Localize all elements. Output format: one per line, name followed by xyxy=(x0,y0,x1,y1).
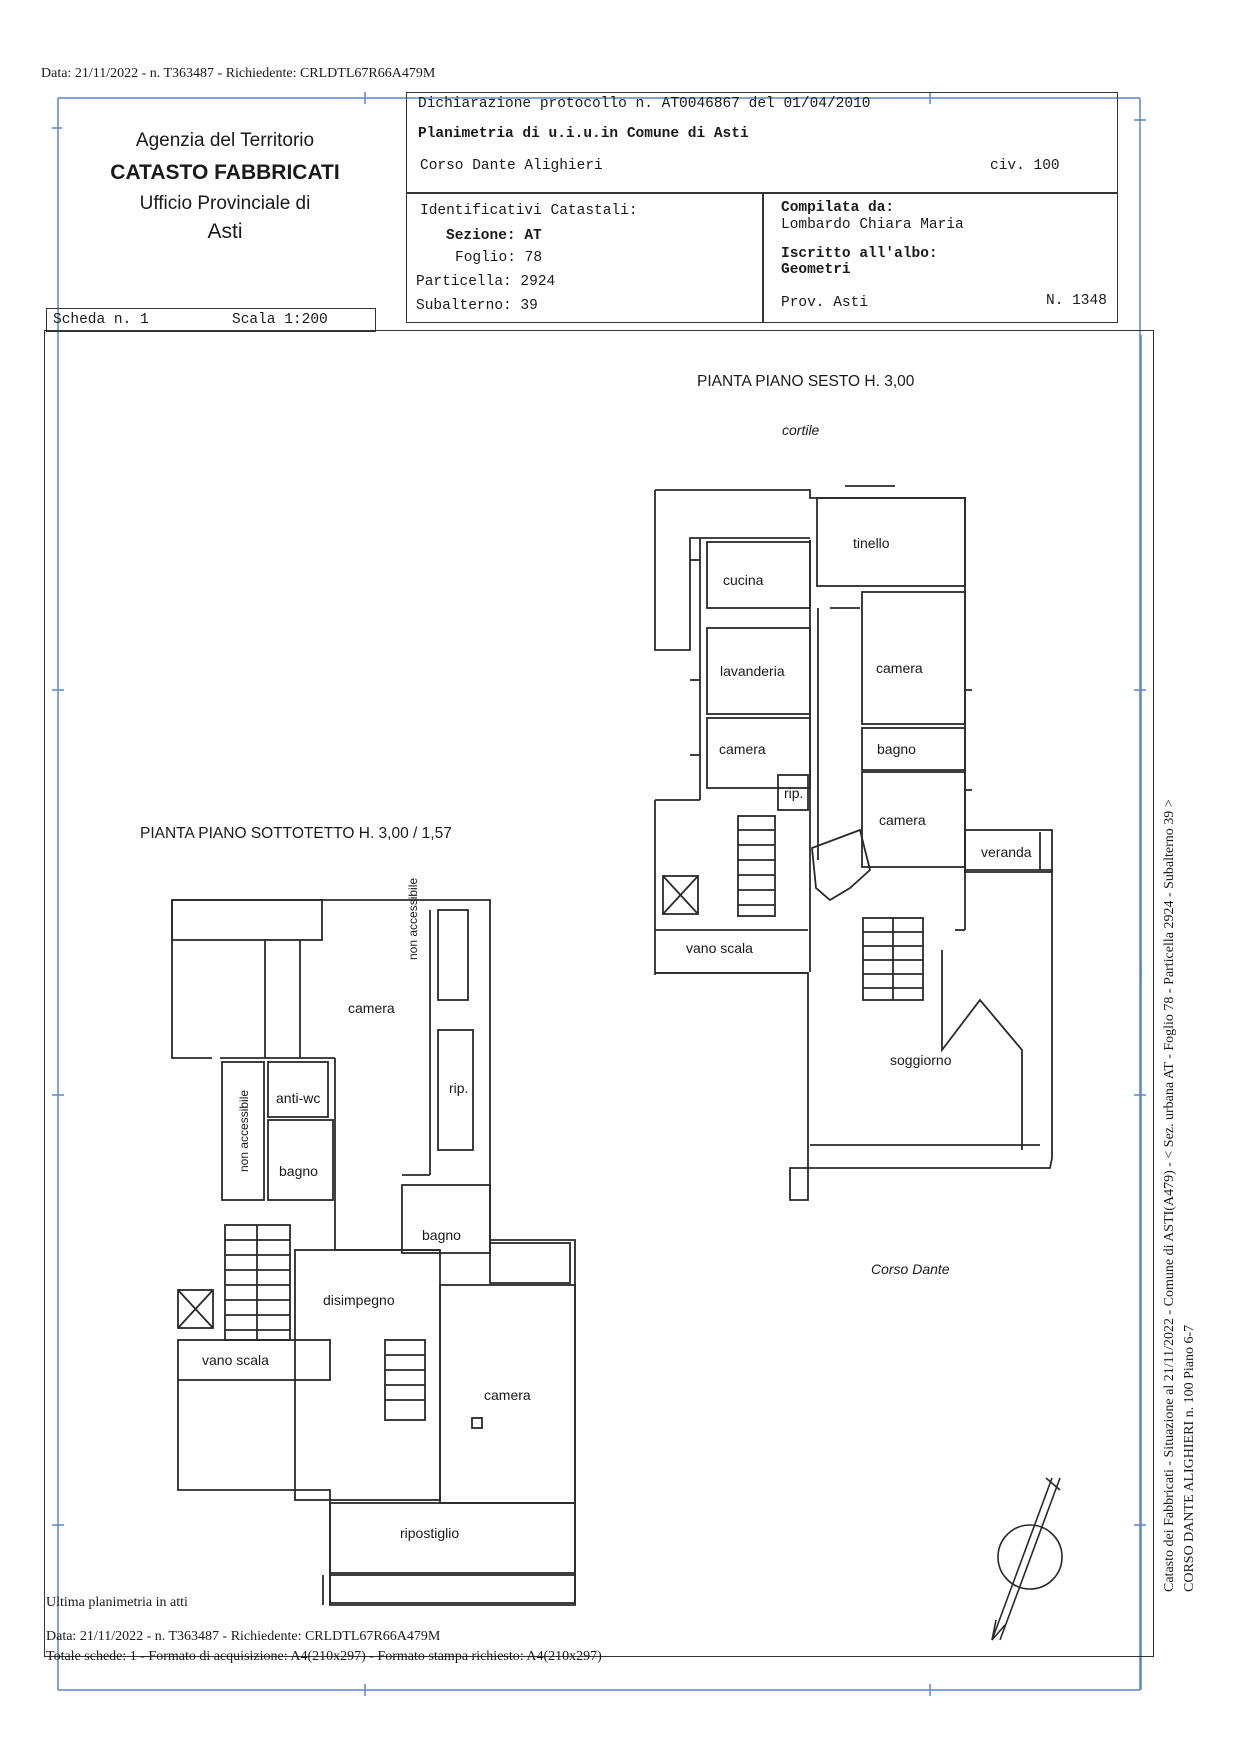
room-sottotetto-camera-1: camera xyxy=(348,1000,395,1016)
room-bagno: bagno xyxy=(877,741,916,757)
side-meta-2: CORSO DANTE ALIGHIERI n. 100 Piano 6-7 xyxy=(1182,1324,1197,1592)
footer-format: Totale schede: 1 - Formato di acquisizione: A4(210x297) - Formato stampa richiesto: A4(210x297) xyxy=(46,1649,602,1664)
plan-sesto-title: PIANTA PIANO SESTO H. 3,00 xyxy=(697,373,915,390)
office-city: Asti xyxy=(207,220,243,243)
room-disimpegno: disimpegno xyxy=(323,1292,395,1308)
room-tinello: tinello xyxy=(853,535,890,551)
room-anti-wc: anti-wc xyxy=(276,1090,321,1106)
room-non-accessibile-2: non accessibile xyxy=(237,1089,251,1172)
identifiers-subalterno: Subalterno: 39 xyxy=(416,298,538,314)
top-meta: Data: 21/11/2022 - n. T363487 - Richiedente: CRLDTL67R66A479M xyxy=(41,66,436,81)
plan-sesto-walls xyxy=(655,486,1052,1200)
room-camera-2: camera xyxy=(719,741,766,757)
room-sottotetto-vano-scala: vano scala xyxy=(202,1352,269,1368)
declaration-address: Corso Dante Alighieri xyxy=(420,158,603,174)
room-sottotetto-bagno-1: bagno xyxy=(279,1163,318,1179)
room-camera-3: camera xyxy=(879,812,926,828)
declaration-protocol: Dichiarazione protocollo n. AT0046867 del 01/04/2010 xyxy=(418,96,871,112)
room-soggiorno: soggiorno xyxy=(890,1052,952,1068)
room-ripostiglio: ripostiglio xyxy=(400,1525,460,1541)
plan-sottotetto-title: PIANTA PIANO SOTTOTETTO H. 3,00 / 1,57 xyxy=(140,825,452,842)
room-non-accessibile-1: non accessibile xyxy=(406,877,420,960)
room-sottotetto-bagno-2: bagno xyxy=(422,1227,461,1243)
identifiers-sezione: Sezione: AT xyxy=(446,228,542,244)
room-vano-scala: vano scala xyxy=(686,940,753,956)
room-sottotetto-camera-2: camera xyxy=(484,1387,531,1403)
plan-sesto-street: Corso Dante xyxy=(871,1261,950,1277)
room-cucina: cucina xyxy=(723,572,764,588)
side-meta-1: Catasto dei Fabbricati - Situazione al 21/11/2022 - Comune di ASTI(A479) - < Sez. urbana AT - Foglio 78 - Particella 2924 - Subalterno 39 > xyxy=(1162,799,1177,1592)
footer-meta: Data: 21/11/2022 - n. T363487 - Richiedente: CRLDTL67R66A479M xyxy=(46,1629,441,1644)
room-camera-1: camera xyxy=(876,660,923,676)
office-catasto: CATASTO FABBRICATI xyxy=(110,161,340,184)
compiler-albo: Geometri xyxy=(781,262,851,278)
compiler-albo-label: Iscritto all'albo: xyxy=(781,246,938,262)
identifiers-foglio: Foglio: 78 xyxy=(455,250,543,266)
compiler-number: N. 1348 xyxy=(1046,293,1107,309)
room-veranda: veranda xyxy=(981,844,1032,860)
sheet-scheda: Scheda n. 1 xyxy=(53,312,149,328)
compiler-name: Lombardo Chiara Maria xyxy=(781,217,964,233)
compiler-prov: Prov. Asti xyxy=(781,295,869,311)
room-rip: rip. xyxy=(784,785,804,801)
office-name: Agenzia del Territorio xyxy=(135,130,315,151)
identifiers-title: Identificativi Catastali: xyxy=(420,203,638,219)
plan-sesto-cortile: cortile xyxy=(782,422,820,438)
sheet-scala: Scala 1:200 xyxy=(232,312,328,328)
identifiers-particella: Particella: 2924 xyxy=(416,274,556,290)
footer-last: Ultima planimetria in atti xyxy=(46,1595,188,1610)
declaration-plan: Planimetria di u.i.u.in Comune di Asti xyxy=(418,126,749,142)
office-ufficio: Ufficio Provinciale di xyxy=(139,193,311,214)
declaration-civic: civ. 100 xyxy=(990,158,1060,174)
room-sottotetto-rip: rip. xyxy=(449,1080,469,1096)
north-arrow-icon xyxy=(992,1478,1062,1640)
compiler-label: Compilata da: xyxy=(781,200,895,216)
room-lavanderia: lavanderia xyxy=(720,663,785,679)
